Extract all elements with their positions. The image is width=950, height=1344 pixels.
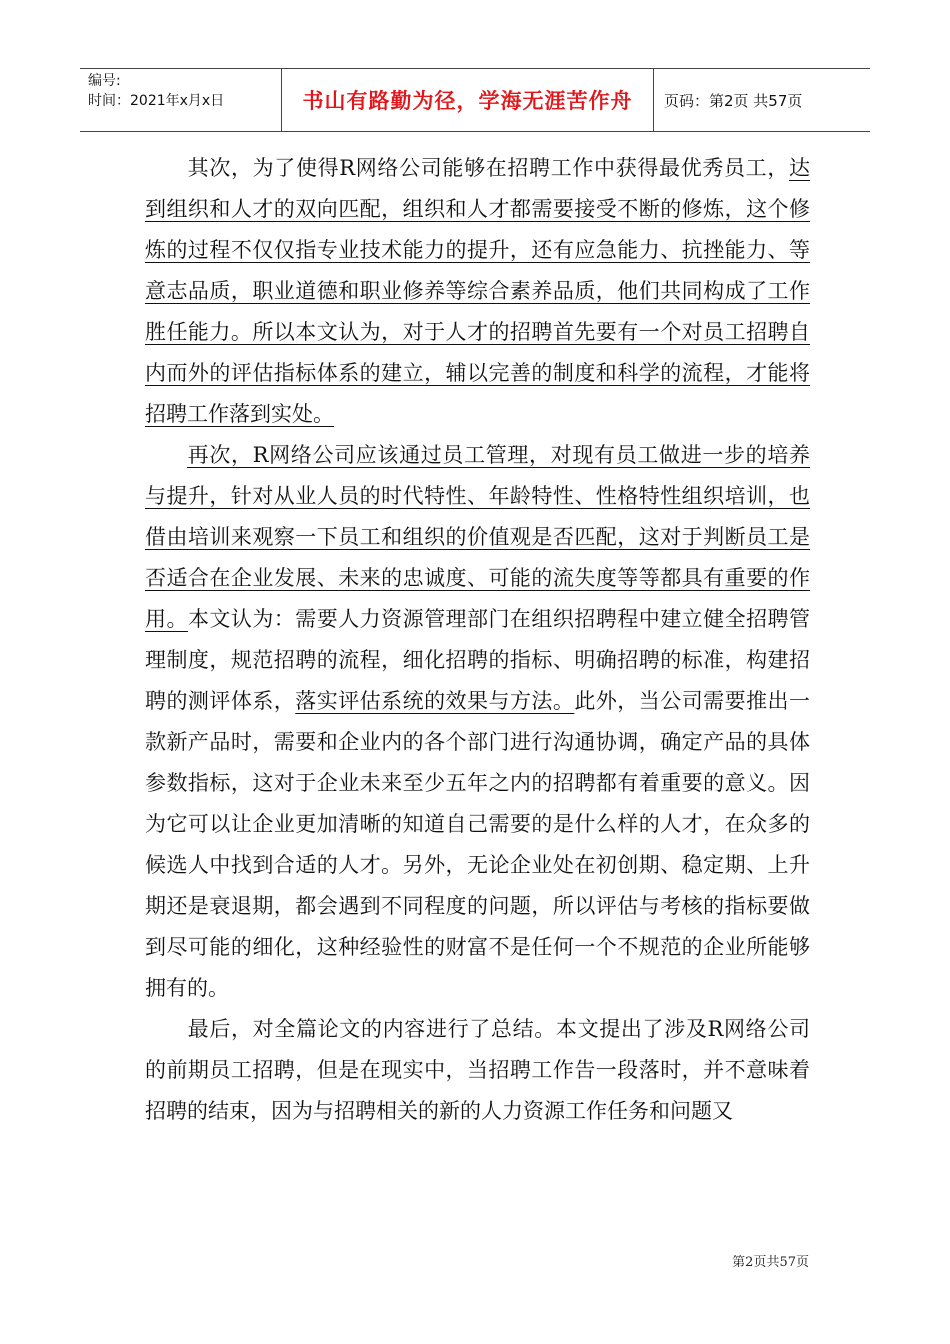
text-segment: 本文认为：需要人力资源管理部门在组织招聘程中建立健全招聘管理制度，规范招聘的流程，细化招聘的指标、明确招聘的标准，构建招聘的测评体系，: [145, 607, 811, 713]
paragraph-1: [145, 148, 810, 435]
time-label: 时间：2021年x月x日: [88, 93, 225, 109]
paragraph-3: [145, 1009, 810, 1132]
motto-text: 书山有路勤为径，学海无涯苦作舟: [302, 89, 633, 113]
body-text: [145, 148, 810, 1132]
underlined-segment: 落实评估系统的效果与方法。: [295, 689, 575, 713]
text-segment: 此外，当公司需要推出一款新产品时，需要和企业内的各个部门进行沟通协调，确定产品的具体参数指标，这对于企业未来至少五年之内的招聘都有着重要的意义。因为它可以让企业更加清晰的知道自己需要的是什么样的人才，在众多的候选人中找到合适的人才。另外，无论企业处在初创期、稳定期、上升期还是衰退期，都会遇到不同程度的问题，所以评估与考核的指标要做到尽可能的细化，这种经验性的财富不是任何一个不规范的企业所能够拥有的。: [145, 689, 811, 1000]
header-page-info: [654, 69, 870, 131]
page-footer: 第2页共57页: [732, 1255, 809, 1270]
underlined-segment: 再次，R网络公司应该通过员工管理，对现有员工做进一步的培养与提升，针对从业人员的时代特性、年龄特性、性格特性组织培训，也借由培训来观察一下员工和组织的价值观是否匹配，这对于判断员工是否适合在企业发展、未来的忠诚度、可能的流失度等等都具有重要的作用。: [145, 443, 810, 631]
number-label: 编号:: [88, 73, 121, 89]
page-info-text: 页码：第2页 共57页: [664, 91, 803, 110]
header-motto-cell: [282, 69, 654, 131]
header-meta: [80, 69, 282, 131]
underlined-segment: 达到组织和人才的双向匹配，组织和人才都需要接受不断的修炼，这个修炼的过程不仅仅指专业技术能力的提升，还有应急能力、抗挫能力、等意志品质，职业道德和职业修养等综合素养品质，他们共同构成了工作胜任能力。所以本文认为，对于人才的招聘首先要有一个对员工招聘自内而外的评估指标体系的建立，辅以完善的制度和科学的流程，才能将招聘工作落到实处。: [145, 156, 810, 426]
document-header: [80, 68, 870, 132]
text-segment: 其次，为了使得R网络公司能够在招聘工作中获得最优秀员工，: [187, 156, 789, 180]
paragraph-2: [145, 435, 810, 1009]
text-segment: 最后，对全篇论文的内容进行了总结。本文提出了涉及R网络公司的前期员工招聘，但是在现实中，当招聘工作告一段落时，并不意味着招聘的结束，因为与招聘相关的新的人力资源工作任务和问题又: [145, 1017, 810, 1123]
